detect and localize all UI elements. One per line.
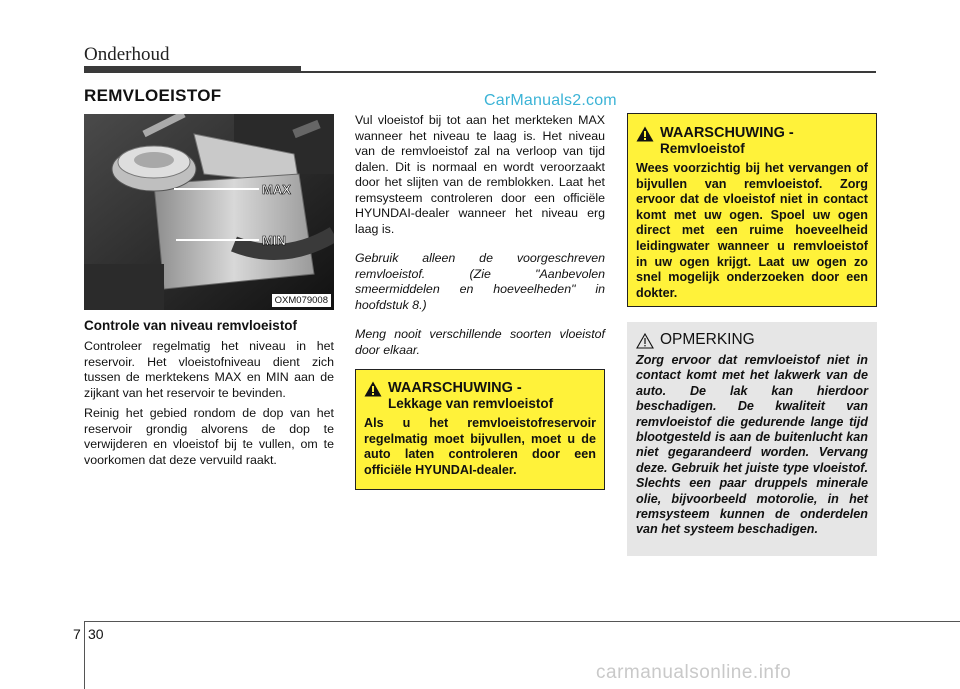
warning-title: WAARSCHUWING - bbox=[660, 125, 794, 141]
footer-divider bbox=[84, 621, 85, 689]
caution-outline-icon bbox=[636, 333, 654, 349]
page-number: 30 bbox=[88, 626, 104, 642]
paragraph: Meng nooit verschillende soorten vloeistof door elkaar. bbox=[355, 327, 605, 357]
warning-box-leak bbox=[355, 369, 605, 490]
note-title: OPMERKING bbox=[660, 331, 755, 348]
page-header-title: Onderhoud bbox=[84, 44, 170, 65]
warning-body: Als u het remvloeistofreservoir regelmatig moet bijvullen, moet u de auto laten controleren door een officiële HYUNDAI-dealer. bbox=[364, 416, 596, 477]
warning-subtitle: Remvloeistof bbox=[660, 141, 745, 156]
warning-title: WAARSCHUWING - bbox=[388, 380, 522, 396]
column-1 bbox=[84, 318, 334, 473]
paragraph: Vul vloeistof bij tot aan het merkteken MAX wanneer het niveau te laag is. Het niveau van de remvloeistof zal na verloop van tijd dalen. Dit is normaal en wordt veroorzaakt door het slijten van de remblokken. Laat het remsysteem controleren door een officiële HYUNDAI-dealer wanneer het niveau erg laag is. bbox=[355, 113, 605, 236]
max-label: MAX bbox=[262, 182, 291, 197]
chapter-number: 7 bbox=[73, 626, 81, 642]
subheading: Controle van niveau remvloeistof bbox=[84, 318, 298, 333]
note-box bbox=[627, 322, 877, 556]
warning-triangle-icon bbox=[364, 381, 382, 397]
note-body: Zorg ervoor dat remvloeistof niet in contact komt met het lakwerk van de auto. De lak kan hierdoor beschadigen. De kwaliteit van remvloeistof die gedurende lange tijd blootgesteld is aan de buitenlucht kan niet gegarandeerd worden. Vervang deze. Gebruik het juiste type vloeistof. Slechts een paar druppels minerale olie, bijvoorbeeld motorolie, in het remsysteem kunnen de onderdelen van het systeem beschadigen. bbox=[636, 353, 868, 537]
paragraph: Gebruik alleen de voorgeschreven remvloeistof. (Zie "Aanbevolen smeermiddelen en hoeveelheden" in hoofdstuk 8.) bbox=[355, 251, 605, 312]
watermark-top-link[interactable]: CarManuals2.com bbox=[484, 92, 617, 109]
paragraph: Controleer regelmatig het niveau in het reservoir. Het vloeistofniveau dient zich tussen de merktekens MAX en MIN aan de zijkant van het reservoir te bevinden. bbox=[84, 339, 334, 400]
min-label: MIN bbox=[262, 233, 286, 248]
column-2 bbox=[355, 113, 605, 372]
warning-header bbox=[364, 380, 596, 412]
paragraph: Reinig het gebied rondom de dop van het reservoir grondig alvorens de dop te verwijderen en vloeistof bij te vullen, om te voorkomen dat deze vervuild raakt. bbox=[84, 406, 334, 467]
header-rule bbox=[84, 71, 876, 73]
section-title: REMVLOEISTOF bbox=[84, 86, 222, 105]
footer-rule bbox=[84, 621, 960, 622]
warning-subtitle: Lekkage van remvloeistof bbox=[388, 396, 554, 411]
photo-code: OXM079008 bbox=[272, 294, 331, 307]
warning-triangle-icon bbox=[636, 126, 654, 142]
reservoir-illustration bbox=[84, 114, 334, 310]
warning-header bbox=[636, 125, 868, 157]
brake-fluid-reservoir-photo bbox=[84, 114, 334, 310]
watermark-bottom-link[interactable]: carmanualsonline.info bbox=[596, 662, 792, 683]
warning-box-fluid bbox=[627, 113, 877, 307]
warning-body: Wees voorzichtig bij het vervangen of bijvullen van remvloeistof. Zorg ervoor dat de vloeistof niet in contact komt met uw ogen. Spoel uw ogen direct met een ruime hoeveelheid leidingwater wanneer u remvloeistof in uw ogen krijgt. Laat uw ogen zo snel mogelijk onderzoeken door een dokter. bbox=[636, 161, 868, 300]
note-header bbox=[636, 332, 868, 349]
